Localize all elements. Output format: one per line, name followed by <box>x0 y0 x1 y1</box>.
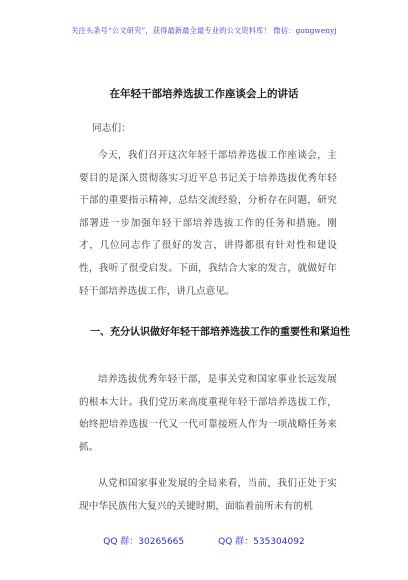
page-title: 在年轻干部培养选拔工作座谈会上的讲话 <box>109 88 299 100</box>
salutation: 同志们： <box>92 123 131 134</box>
section-1-paragraph-1: 培养选拔优秀年轻干部，是事关党和国家事业长远发展的根本大计。我们党历来高度重视年轻干部培养选拔工作，始终把培养选拔一代又一代可靠接班人作为一项战略任务来抓。 <box>79 374 337 453</box>
footer <box>0 534 408 547</box>
footer-qq-group-1: QQ 群：30265665 <box>103 537 185 547</box>
header-banner: 关注头条号“公文研究”，获得最新最全最专业的公文资料库！ 微信：gongwenyj <box>71 26 337 35</box>
footer-qq-group-2: QQ 群：535304092 <box>218 537 305 547</box>
section-heading-1: 一、充分认识做好年轻干部培养选拔工作的重要性和紧迫性 <box>90 327 350 338</box>
intro-paragraph: 今天，我们召开这次年轻干部培养选拔工作座谈会，主要目的是深入贯彻落实习近平总书记关于培养选拔优秀年轻干部的重要指示精神，总结交流经验，分析存在问题，研究部署进一步加强年轻干部培养选拔工作的任务和措施。刚才，几位同志作了很好的发言，讲得都很有针对性和建设性，我听了很受启发。下面，我结合大家的发言，就做好年轻干部培养选拔工作，讲几点意见。 <box>79 150 337 297</box>
section-1-paragraph-2: 从党和国家事业发展的全局来看，当前，我们正处于实现中华民族伟大复兴的关键时期，面临着前所未有的机 <box>79 478 337 512</box>
